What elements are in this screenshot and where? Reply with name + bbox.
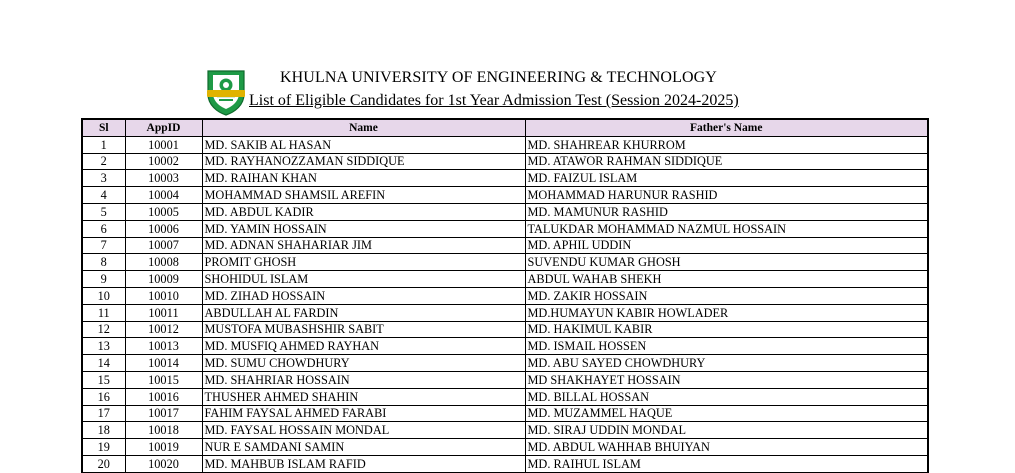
appid-cell: 10005	[125, 203, 202, 220]
table-row	[82, 153, 928, 170]
name-cell: MD. ABDUL KADIR	[202, 203, 525, 220]
fathers-name-cell: MOHAMMAD HARUNUR RASHID	[525, 187, 928, 204]
name-cell: MD. SUMU CHOWDHURY	[202, 355, 525, 372]
table-row	[82, 187, 928, 204]
appid-cell: 10013	[125, 338, 202, 355]
name-cell: MD. YAMIN HOSSAIN	[202, 220, 525, 237]
fathers-name-cell: MD. ABU SAYED CHOWDHURY	[525, 355, 928, 372]
name-cell: MD. MAHBUB ISLAM RAFID	[202, 455, 525, 472]
fathers-name-cell: MD. ZAKIR HOSSAIN	[525, 287, 928, 304]
name-cell: MD. ADNAN SHAHARIAR JIM	[202, 237, 525, 254]
sl-cell: 4	[82, 187, 125, 204]
sl-cell: 14	[82, 355, 125, 372]
name-cell: NUR E SAMDANI SAMIN	[202, 439, 525, 456]
sl-cell: 11	[82, 304, 125, 321]
name-cell: SHOHIDUL ISLAM	[202, 271, 525, 288]
name-cell: MUSTOFA MUBASHSHIR SABIT	[202, 321, 525, 338]
name-cell: MD. MUSFIQ AHMED RAYHAN	[202, 338, 525, 355]
name-cell: MD. ZIHAD HOSSAIN	[202, 287, 525, 304]
appid-cell: 10008	[125, 254, 202, 271]
name-cell: MD. SAKIB AL HASAN	[202, 136, 525, 153]
fathers-name-cell: MD. SHAHREAR KHURROM	[525, 136, 928, 153]
fathers-name-cell: MD SHAKHAYET HOSSAIN	[525, 371, 928, 388]
fathers-name-cell: SUVENDU KUMAR GHOSH	[525, 254, 928, 271]
appid-cell: 10015	[125, 371, 202, 388]
list-title: List of Eligible Candidates for 1st Year Admission Test (Session 2024-2025)	[249, 92, 739, 109]
appid-cell: 10019	[125, 439, 202, 456]
eligible-candidates-table	[81, 118, 929, 473]
column-header-appid: AppID	[125, 119, 202, 136]
fathers-name-cell: MD. SIRAJ UDDIN MONDAL	[525, 422, 928, 439]
appid-cell: 10010	[125, 287, 202, 304]
column-header-sl: Sl	[82, 119, 125, 136]
fathers-name-cell: MD. APHIL UDDIN	[525, 237, 928, 254]
document-header	[0, 0, 1015, 118]
table-row	[82, 371, 928, 388]
sl-cell: 1	[82, 136, 125, 153]
table-row	[82, 136, 928, 153]
column-header-name: Name	[202, 119, 525, 136]
fathers-name-cell: MD. MUZAMMEL HAQUE	[525, 405, 928, 422]
sl-cell: 15	[82, 371, 125, 388]
table-row	[82, 254, 928, 271]
appid-cell: 10011	[125, 304, 202, 321]
sl-cell: 2	[82, 153, 125, 170]
name-cell: PROMIT GHOSH	[202, 254, 525, 271]
appid-cell: 10009	[125, 271, 202, 288]
fathers-name-cell: MD. ATAWOR RAHMAN SIDDIQUE	[525, 153, 928, 170]
table-row	[82, 170, 928, 187]
table-row	[82, 237, 928, 254]
sl-cell: 16	[82, 388, 125, 405]
appid-cell: 10016	[125, 388, 202, 405]
table-row	[82, 355, 928, 372]
sl-cell: 9	[82, 271, 125, 288]
name-cell: FAHIM FAYSAL AHMED FARABI	[202, 405, 525, 422]
appid-cell: 10001	[125, 136, 202, 153]
fathers-name-cell: TALUKDAR MOHAMMAD NAZMUL HOSSAIN	[525, 220, 928, 237]
sl-cell: 6	[82, 220, 125, 237]
sl-cell: 12	[82, 321, 125, 338]
column-header-fathers-name: Father's Name	[525, 119, 928, 136]
name-cell: THUSHER AHMED SHAHIN	[202, 388, 525, 405]
fathers-name-cell: MD. ABDUL WAHHAB BHUIYAN	[525, 439, 928, 456]
fathers-name-cell: MD. RAIHUL ISLAM	[525, 455, 928, 472]
table-row	[82, 388, 928, 405]
appid-cell: 10006	[125, 220, 202, 237]
table-row	[82, 422, 928, 439]
kuet-logo-icon	[205, 68, 247, 116]
appid-cell: 10004	[125, 187, 202, 204]
name-cell: MD. SHAHRIAR HOSSAIN	[202, 371, 525, 388]
table-header-row	[82, 119, 928, 136]
appid-cell: 10012	[125, 321, 202, 338]
table-row	[82, 203, 928, 220]
appid-cell: 10003	[125, 170, 202, 187]
table-row	[82, 405, 928, 422]
sl-cell: 8	[82, 254, 125, 271]
name-cell: MD. FAYSAL HOSSAIN MONDAL	[202, 422, 525, 439]
table-row	[82, 304, 928, 321]
sl-cell: 17	[82, 405, 125, 422]
name-cell: MOHAMMAD SHAMSIL AREFIN	[202, 187, 525, 204]
sl-cell: 19	[82, 439, 125, 456]
table-row	[82, 321, 928, 338]
sl-cell: 18	[82, 422, 125, 439]
fathers-name-cell: MD. HAKIMUL KABIR	[525, 321, 928, 338]
university-name: KHULNA UNIVERSITY OF ENGINEERING & TECHNOLOGY	[280, 69, 717, 86]
appid-cell: 10014	[125, 355, 202, 372]
table-row	[82, 338, 928, 355]
sl-cell: 13	[82, 338, 125, 355]
fathers-name-cell: MD. FAIZUL ISLAM	[525, 170, 928, 187]
sl-cell: 10	[82, 287, 125, 304]
appid-cell: 10020	[125, 455, 202, 472]
table-row	[82, 220, 928, 237]
fathers-name-cell: MD. BILLAL HOSSAN	[525, 388, 928, 405]
appid-cell: 10007	[125, 237, 202, 254]
table-row	[82, 287, 928, 304]
fathers-name-cell: MD.HUMAYUN KABIR HOWLADER	[525, 304, 928, 321]
fathers-name-cell: MD. MAMUNUR RASHID	[525, 203, 928, 220]
fathers-name-cell: ABDUL WAHAB SHEKH	[525, 271, 928, 288]
fathers-name-cell: MD. ISMAIL HOSSEN	[525, 338, 928, 355]
table-row	[82, 439, 928, 456]
appid-cell: 10018	[125, 422, 202, 439]
sl-cell: 20	[82, 455, 125, 472]
appid-cell: 10002	[125, 153, 202, 170]
name-cell: ABDULLAH AL FARDIN	[202, 304, 525, 321]
sl-cell: 7	[82, 237, 125, 254]
sl-cell: 3	[82, 170, 125, 187]
name-cell: MD. RAYHANOZZAMAN SIDDIQUE	[202, 153, 525, 170]
appid-cell: 10017	[125, 405, 202, 422]
name-cell: MD. RAIHAN KHAN	[202, 170, 525, 187]
table-row	[82, 271, 928, 288]
sl-cell: 5	[82, 203, 125, 220]
